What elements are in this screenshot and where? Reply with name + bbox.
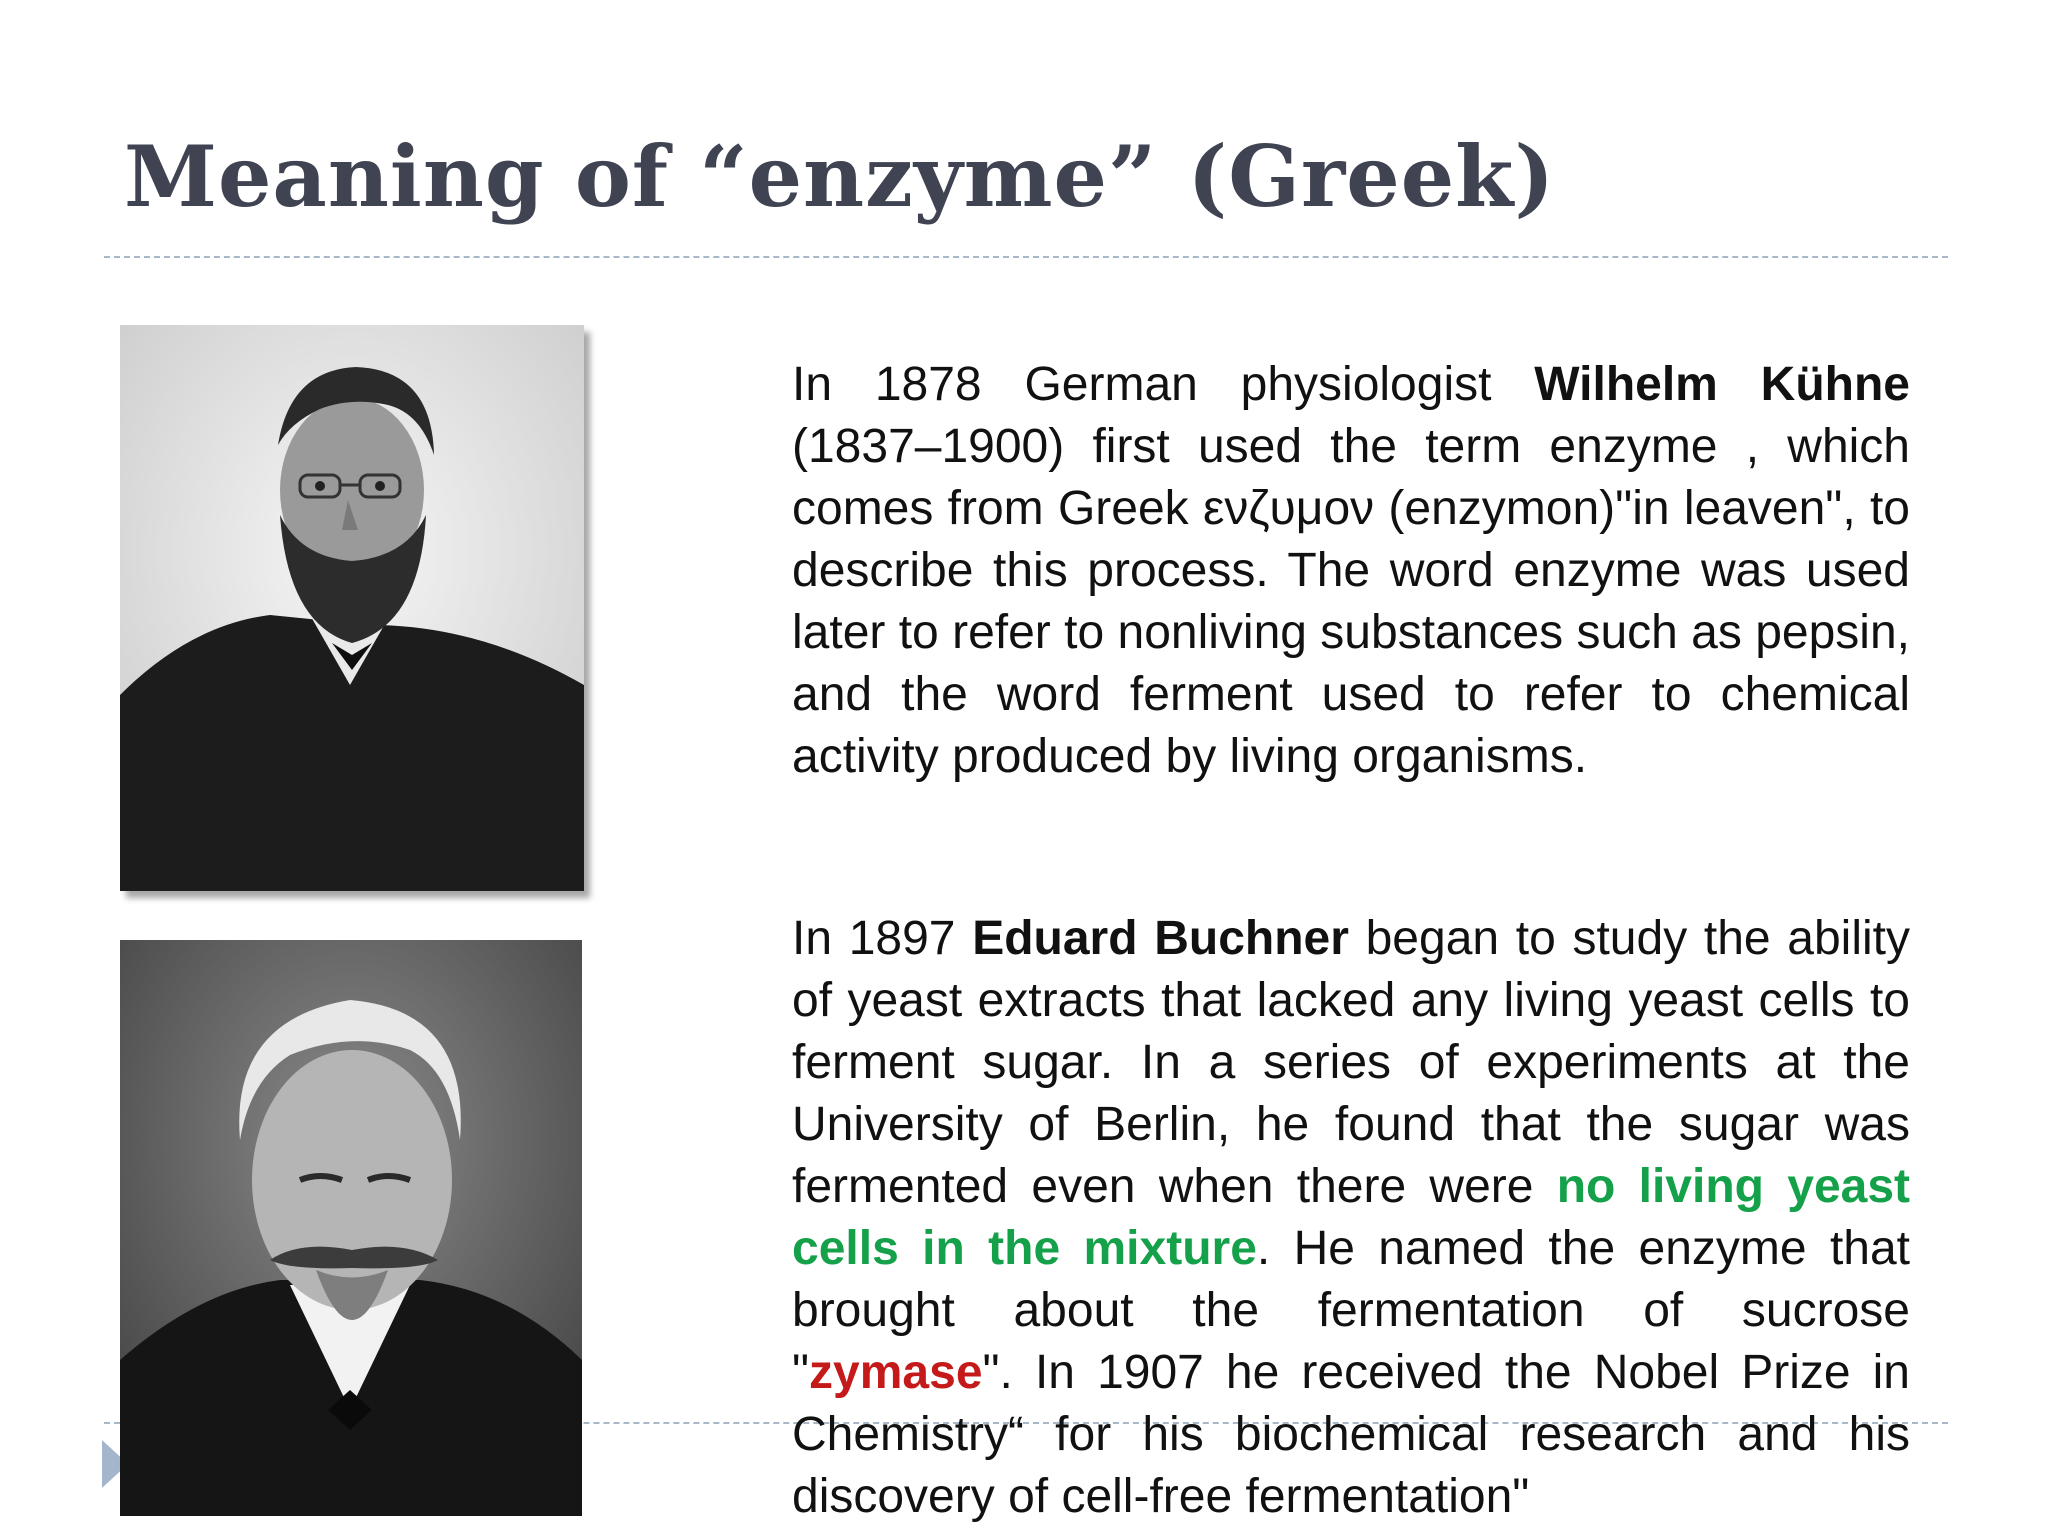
highlight-zymase: zymase — [809, 1346, 983, 1399]
highlight-no-living-cells: no living yeast cells in the mixture — [792, 1160, 1911, 1275]
title-divider — [104, 256, 1948, 258]
scientist-name-kuhne: Wilhelm Kühne — [1534, 358, 1910, 411]
portrait-photo-icon — [120, 940, 582, 1516]
paragraph-text: (1837–1900) first used the term enzyme , which comes from Greek ενζυμον (enzymon)"in leaven", to describe this process. The word enzyme was used later to refer to nonliving substances such as pepsin, and the word ferment used to refer to chemical activity produced by living organisms. — [792, 420, 1910, 783]
paragraph-text: . He named the enzyme that brought about the fermentation of sucrose " — [792, 1222, 1911, 1399]
kuhne-paragraph — [792, 354, 1910, 788]
wilhelm-kuhne-portrait — [120, 325, 584, 891]
eduard-buchner-portrait — [120, 940, 582, 1516]
slide-title: Meaning of “enzyme” (Greek) — [124, 127, 1556, 226]
portrait-photo-icon — [120, 325, 584, 891]
paragraph-text: began to study the ability of yeast extracts that lacked any living yeast cells to ferment sugar. In a series of experiments at the University of Berlin, he found that the sugar was fermented even when there were — [792, 912, 1911, 1213]
paragraph-text: In 1897 — [792, 912, 973, 965]
scientist-name-buchner: Eduard Buchner — [972, 912, 1349, 965]
paragraph-text: ". In 1907 he received the Nobel Prize in Chemistry“ for his biochemical research and his discovery of cell-free fermentation" — [792, 1346, 1910, 1523]
buchner-paragraph — [792, 908, 1910, 1528]
paragraph-text: In 1878 German physiologist — [792, 358, 1535, 411]
